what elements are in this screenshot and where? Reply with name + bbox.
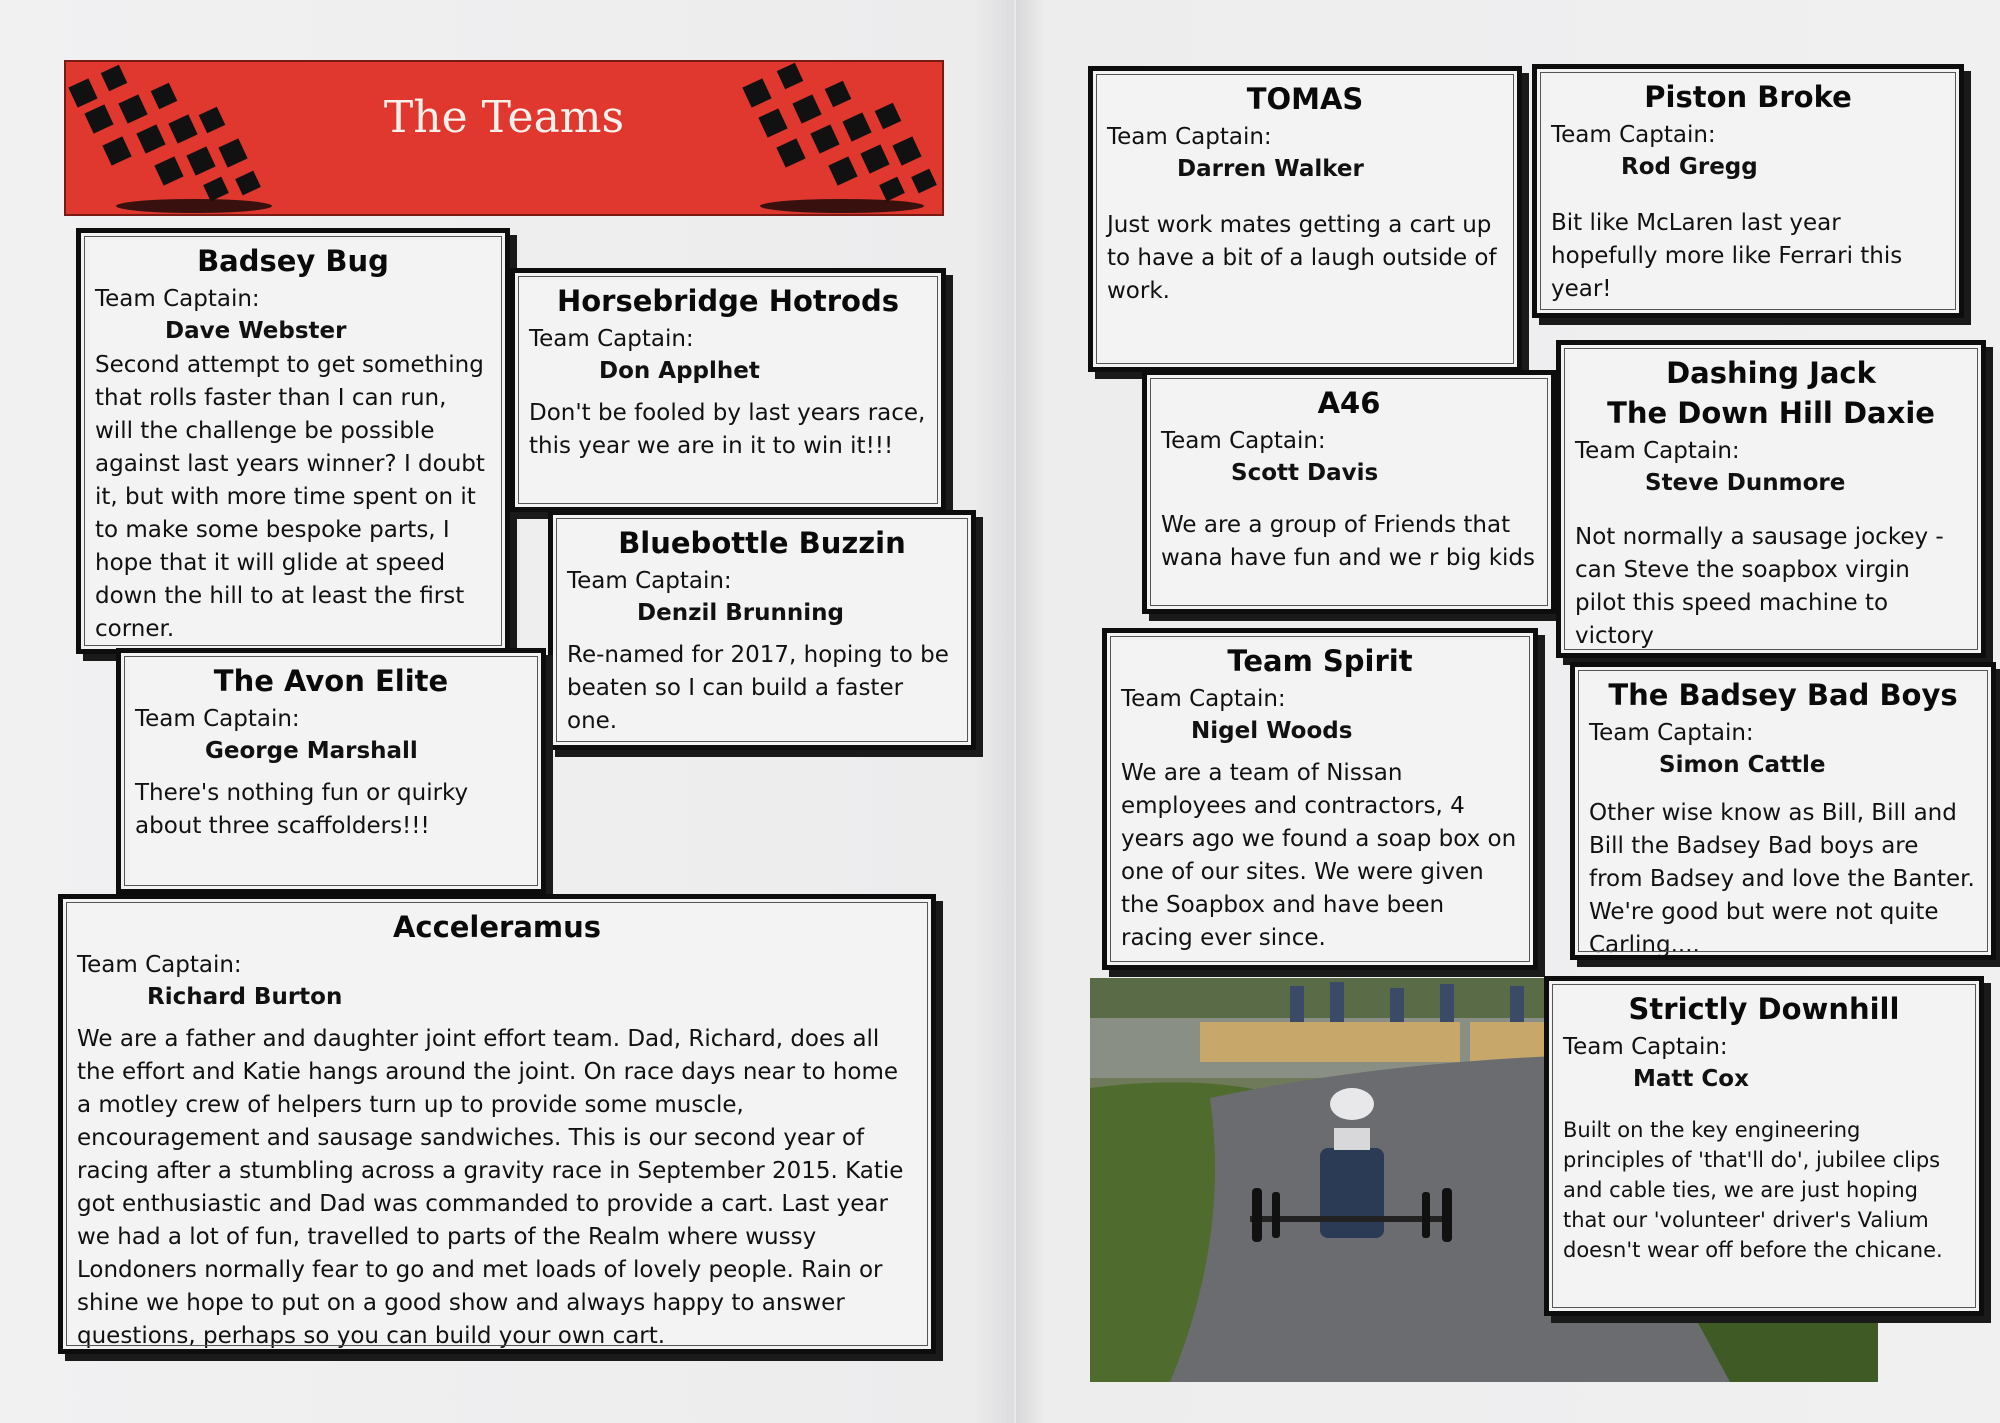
captain-label: Team Captain: [1575,438,1740,464]
captain-label: Team Captain: [567,568,732,594]
team-description: We are a father and daughter joint effort team. Dad, Richard, does all the effort and Katie hangs around the joint. On race days near to home a motley crew of helpers turn up to provide some muscle, encouragement and sausage sandwiches. This is our second year of racing after a stumbling across a gravity race in September 2015. Katie got enthusiastic and Dad was commanded to provide a cart. Last year we had a lot of fun, travelled to parts of the Realm where wussy Londoners normally fear to go and met loads of lovely people. Rain or shine we hope to put on a good show and always happy to answer questions, perhaps so you can build your own cart. [77,1026,904,1349]
team-description: Built on the key engineering principles of 'that'll do', jubilee clips and cable ties, we are just hoping that our 'volunteer' driver's Valium doesn't wear off before the chicane. [1563,1118,1943,1262]
team-name: A46 [1317,386,1381,420]
team-card [510,268,946,512]
team-description: Just work mates getting a cart up to have a bit of a laugh outside of work. [1107,212,1497,304]
captain-label: Team Captain: [77,952,242,978]
captain-name: George Marshall [205,738,418,764]
team-name: TOMAS [1246,82,1364,116]
team-description: There's nothing fun or quirky about three scaffolders!!! [135,780,469,839]
team-description: Second attempt to get something that rolls faster than I can run, will the challenge be possible against last years winner? I doubt it, but with more time spent on it to make some bespoke parts, I hope that it will glide at speed down the hill to at least the first corner. [95,352,485,642]
captain-name: Rod Gregg [1621,154,1758,180]
captain-name: Richard Burton [147,984,343,1010]
team-name: Team Spirit [1227,644,1413,678]
team-description: We are a team of Nissan employees and contractors, 4 years ago we found a soap box on one of our sites. We were given the Soapbox and have been racing ever since. [1121,760,1517,951]
captain-label: Team Captain: [1551,122,1716,148]
team-card [548,510,976,750]
team-card [1088,66,1522,372]
team-card [1102,628,1538,970]
team-name: Dashing Jack [1666,356,1876,390]
captain-name: Nigel Woods [1191,718,1353,744]
team-name: Bluebottle Buzzin [618,526,906,560]
team-card [1544,976,1984,1316]
team-card [58,894,936,1354]
captain-label: Team Captain: [1589,720,1754,746]
team-description: Bit like McLaren last year hopefully more like Ferrari this year! [1551,210,1903,302]
captain-name: Don Applhet [599,358,760,384]
team-description: Other wise know as Bill, Bill and Bill the Badsey Bad boys are from Badsey and love the Banter. We're good but were not quite Carling.... [1589,800,1975,958]
team-name: Acceleramus [392,910,602,944]
captain-name: Scott Davis [1231,460,1379,486]
team-card [1532,64,1964,318]
team-name: Badsey Bug [197,244,389,278]
captain-name: Denzil Brunning [637,600,844,626]
captain-label: Team Captain: [1563,1034,1728,1060]
captain-label: Team Captain: [95,286,260,312]
captain-name: Dave Webster [165,318,347,344]
team-name: The Badsey Bad Boys [1608,678,1958,712]
captain-name: Matt Cox [1633,1066,1749,1092]
team-name: Strictly Downhill [1628,992,1900,1026]
captain-label: Team Captain: [529,326,694,352]
team-description: Not normally a sausage jockey - can Steve the soapbox virgin pilot this speed machine to victory [1575,524,1944,649]
team-name: Piston Broke [1644,80,1852,114]
captain-name: Darren Walker [1177,156,1364,182]
captain-label: Team Captain: [135,706,300,732]
team-card [116,648,546,894]
captain-label: Team Captain: [1161,428,1326,454]
captain-name: Simon Cattle [1659,752,1826,778]
captain-name: Steve Dunmore [1645,470,1846,496]
teams-banner [64,60,944,216]
team-description: Re-named for 2017, hoping to be beaten so I can build a faster one. [567,642,949,734]
checkered-flag-icon [732,62,942,218]
team-name: The Avon Elite [213,664,449,698]
team-card [1556,340,1986,658]
team-card [1142,370,1556,614]
banner-title: The Teams [383,92,625,143]
captain-label: Team Captain: [1121,686,1286,712]
team-description: Don't be fooled by last years race, this year we are in it to win it!!! [529,400,926,459]
team-name: Horsebridge Hotrods [556,284,899,318]
team-card [76,228,510,654]
team-description: We are a group of Friends that wana have fun and we r big kids [1161,512,1536,571]
captain-label: Team Captain: [1107,124,1272,150]
team-subtitle: The Down Hill Daxie [1607,396,1935,430]
team-card [1570,662,1996,960]
